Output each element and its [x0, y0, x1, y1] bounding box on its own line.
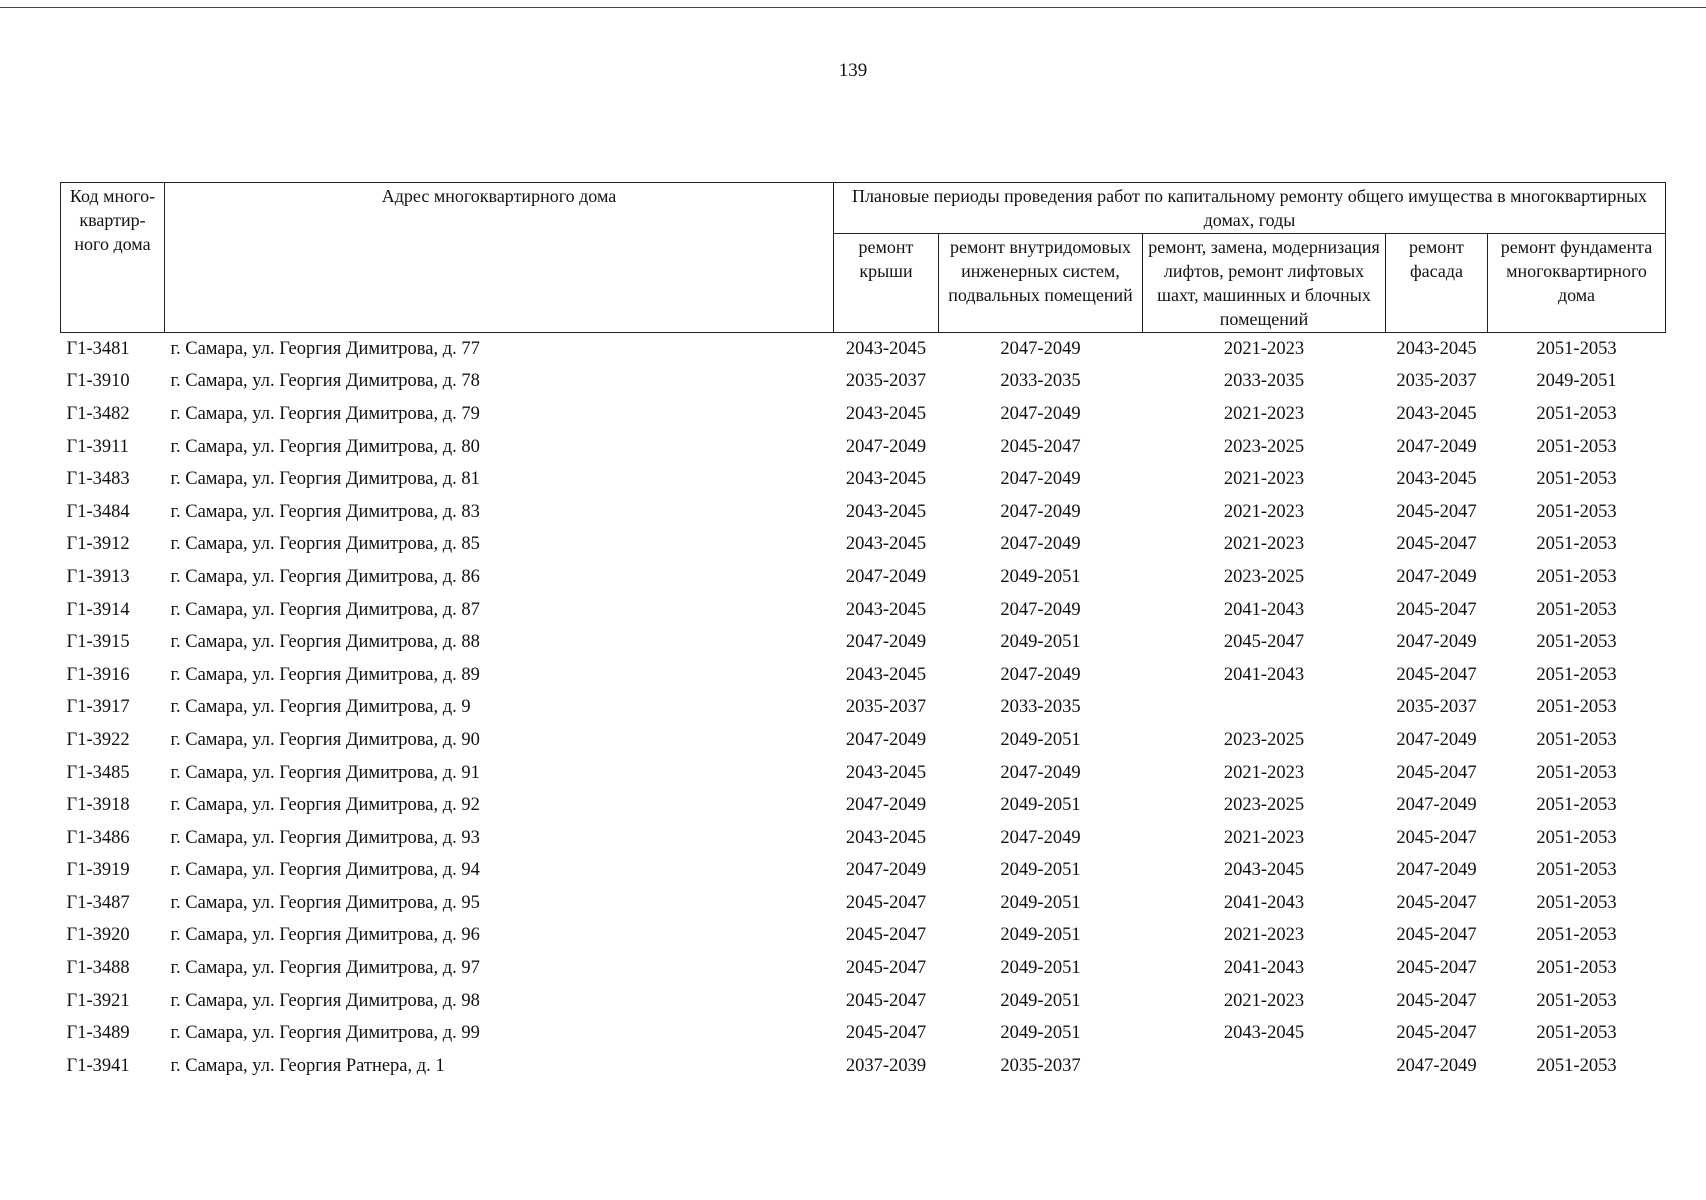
cell-engineering: 2049-2051: [1000, 566, 1081, 587]
cell-address: г. Самара, ул. Георгия Димитрова, д. 77: [170, 338, 480, 359]
table-body: [61, 333, 1666, 1083]
cell-address: г. Самара, ул. Георгия Димитрова, д. 96: [170, 925, 480, 946]
cell-roof: 2043-2045: [845, 469, 927, 490]
cell-facade: 2047-2049: [1396, 1055, 1477, 1076]
cell-foundation: 2051-2053: [1536, 599, 1617, 620]
table-row: [61, 789, 1666, 822]
cell-foundation: 2051-2053: [1536, 469, 1617, 490]
cell-foundation: 2051-2053: [1536, 1055, 1617, 1076]
cell-engineering: 2033-2035: [1000, 371, 1081, 392]
cell-address: г. Самара, ул. Георгия Ратнера, д. 1: [170, 1055, 445, 1076]
cell-code: Г1-3912: [66, 534, 130, 555]
table-row: [61, 431, 1666, 464]
cell-code: Г1-3484: [66, 501, 130, 522]
cell-address: г. Самара, ул. Георгия Димитрова, д. 78: [170, 371, 480, 392]
cell-code: Г1-3941: [66, 1055, 130, 1076]
table-row: [61, 463, 1666, 496]
cell-roof: 2043-2045: [845, 338, 927, 359]
table-row: [61, 626, 1666, 659]
cell-facade: 2043-2045: [1396, 338, 1477, 359]
cell-address: г. Самара, ул. Георгия Димитрова, д. 97: [170, 958, 480, 979]
cell-roof: 2043-2045: [845, 403, 927, 424]
cell-lifts: 2023-2025: [1223, 436, 1305, 457]
cell-foundation: 2051-2053: [1536, 534, 1617, 555]
cell-foundation: 2051-2053: [1536, 436, 1617, 457]
cell-code: Г1-3483: [66, 469, 130, 490]
cell-facade: 2047-2049: [1396, 860, 1477, 881]
header-engineering: ремонт внутридомовых инженерных систем, подвальных помещений: [939, 234, 1143, 333]
cell-engineering: 2035-2037: [1000, 1055, 1081, 1076]
cell-engineering: 2033-2035: [1000, 697, 1081, 718]
cell-lifts: 2021-2023: [1223, 338, 1305, 359]
cell-engineering: 2047-2049: [1000, 599, 1081, 620]
cell-roof: 2047-2049: [845, 632, 927, 653]
header-lifts: ремонт, замена, модернизация лифтов, ремонт лифтовых шахт, машинных и блочных помещений: [1143, 234, 1386, 333]
cell-lifts: 2021-2023: [1223, 403, 1305, 424]
header-roof: ремонт крыши: [834, 234, 939, 333]
cell-lifts: 2033-2035: [1223, 371, 1305, 392]
table-row: [61, 822, 1666, 855]
cell-lifts: 2021-2023: [1223, 469, 1305, 490]
cell-foundation: 2051-2053: [1536, 501, 1617, 522]
cell-foundation: 2051-2053: [1536, 566, 1617, 587]
cell-address: г. Самара, ул. Георгия Димитрова, д. 91: [170, 762, 480, 783]
cell-code: Г1-3489: [66, 1023, 130, 1044]
cell-engineering: 2047-2049: [1000, 338, 1081, 359]
cell-address: г. Самара, ул. Георгия Димитрова, д. 94: [170, 860, 480, 881]
cell-roof: 2035-2037: [845, 371, 927, 392]
cell-engineering: 2047-2049: [1000, 827, 1081, 848]
cell-code: Г1-3922: [66, 729, 130, 750]
header-address: Адрес многоквартирного дома: [165, 183, 834, 333]
cell-code: Г1-3921: [66, 990, 130, 1011]
cell-facade: 2047-2049: [1396, 436, 1477, 457]
table-row: [61, 529, 1666, 562]
cell-facade: 2047-2049: [1396, 729, 1477, 750]
table-row: [61, 561, 1666, 594]
cell-roof: 2037-2039: [845, 1055, 927, 1076]
cell-foundation: 2051-2053: [1536, 632, 1617, 653]
cell-foundation: 2051-2053: [1536, 958, 1617, 979]
cell-code: Г1-3481: [66, 338, 130, 359]
cell-address: г. Самара, ул. Георгия Димитрова, д. 88: [170, 632, 480, 653]
table-row: [61, 887, 1666, 920]
table-row: [61, 1050, 1666, 1083]
cell-facade: 2047-2049: [1396, 795, 1477, 816]
cell-engineering: 2049-2051: [1000, 958, 1081, 979]
cell-code: Г1-3486: [66, 827, 130, 848]
cell-engineering: 2049-2051: [1000, 795, 1081, 816]
cell-address: г. Самара, ул. Георгия Димитрова, д. 79: [170, 403, 480, 424]
cell-facade: 2045-2047: [1396, 762, 1477, 783]
cell-lifts: 2041-2043: [1223, 892, 1305, 913]
table-row: [61, 692, 1666, 725]
cell-lifts: 2021-2023: [1223, 501, 1305, 522]
cell-foundation: 2051-2053: [1536, 729, 1617, 750]
cell-roof: 2045-2047: [845, 990, 927, 1011]
header-foundation: ремонт фундамента многоквартирного дома: [1488, 234, 1666, 333]
cell-code: Г1-3910: [66, 371, 130, 392]
cell-lifts: [1143, 1050, 1386, 1083]
cell-lifts: 2023-2025: [1223, 795, 1305, 816]
cell-facade: 2045-2047: [1396, 990, 1477, 1011]
cell-roof: 2043-2045: [845, 501, 927, 522]
cell-address: г. Самара, ул. Георгия Димитрова, д. 85: [170, 534, 480, 555]
cell-facade: 2047-2049: [1396, 632, 1477, 653]
cell-facade: 2045-2047: [1396, 664, 1477, 685]
cell-facade: 2035-2037: [1396, 371, 1477, 392]
cell-engineering: 2047-2049: [1000, 403, 1081, 424]
table-header: [61, 183, 1666, 333]
cell-roof: 2047-2049: [845, 795, 927, 816]
table-row: [61, 920, 1666, 953]
table-row: [61, 985, 1666, 1018]
cell-lifts: [1143, 692, 1386, 725]
cell-lifts: 2043-2045: [1223, 1023, 1305, 1044]
cell-engineering: 2045-2047: [1000, 436, 1081, 457]
cell-code: Г1-3920: [66, 925, 130, 946]
cell-foundation: 2051-2053: [1536, 1023, 1617, 1044]
table-row: [61, 333, 1666, 366]
table-row: [61, 366, 1666, 399]
cell-lifts: 2041-2043: [1223, 664, 1305, 685]
cell-address: г. Самара, ул. Георгия Димитрова, д. 92: [170, 795, 480, 816]
cell-roof: 2043-2045: [845, 827, 927, 848]
cell-address: г. Самара, ул. Георгия Димитрова, д. 86: [170, 566, 480, 587]
cell-roof: 2047-2049: [845, 436, 927, 457]
cell-roof: 2043-2045: [845, 534, 927, 555]
cell-address: г. Самара, ул. Георгия Димитрова, д. 90: [170, 729, 480, 750]
cell-facade: 2043-2045: [1396, 469, 1477, 490]
cell-lifts: 2021-2023: [1223, 925, 1305, 946]
cell-roof: 2035-2037: [845, 697, 927, 718]
cell-address: г. Самара, ул. Георгия Димитрова, д. 81: [170, 469, 480, 490]
header-code: Код много-квартир-ного дома: [61, 183, 165, 333]
header-periods: Плановые периоды проведения работ по капитальному ремонту общего имущества в многоквартирных домах, годы: [834, 183, 1666, 234]
table-row: [61, 594, 1666, 627]
cell-foundation: 2051-2053: [1536, 664, 1617, 685]
cell-address: г. Самара, ул. Георгия Димитрова, д. 99: [170, 1023, 480, 1044]
cell-lifts: 2023-2025: [1223, 566, 1305, 587]
cell-engineering: 2049-2051: [1000, 925, 1081, 946]
header-facade: ремонт фасада: [1386, 234, 1488, 333]
cell-roof: 2045-2047: [845, 958, 927, 979]
cell-roof: 2047-2049: [845, 729, 927, 750]
cell-code: Г1-3919: [66, 860, 130, 881]
page-number: 139: [838, 60, 868, 81]
cell-roof: 2043-2045: [845, 664, 927, 685]
cell-engineering: 2049-2051: [1000, 990, 1081, 1011]
cell-address: г. Самара, ул. Георгия Димитрова, д. 87: [170, 599, 480, 620]
cell-lifts: 2021-2023: [1223, 827, 1305, 848]
cell-facade: 2035-2037: [1396, 697, 1477, 718]
cell-lifts: 2021-2023: [1223, 762, 1305, 783]
cell-code: Г1-3913: [66, 566, 130, 587]
cell-roof: 2047-2049: [845, 566, 927, 587]
cell-lifts: 2043-2045: [1223, 860, 1305, 881]
table-row: [61, 398, 1666, 431]
cell-roof: 2047-2049: [845, 860, 927, 881]
cell-lifts: 2021-2023: [1223, 534, 1305, 555]
cell-code: Г1-3487: [66, 892, 130, 913]
cell-code: Г1-3915: [66, 632, 130, 653]
cell-facade: 2045-2047: [1396, 958, 1477, 979]
cell-code: Г1-3918: [66, 795, 130, 816]
cell-engineering: 2049-2051: [1000, 729, 1081, 750]
cell-engineering: 2049-2051: [1000, 1023, 1081, 1044]
cell-lifts: 2021-2023: [1223, 990, 1305, 1011]
cell-foundation: 2051-2053: [1536, 403, 1617, 424]
cell-facade: 2045-2047: [1396, 1023, 1477, 1044]
cell-roof: 2043-2045: [845, 599, 927, 620]
cell-facade: 2045-2047: [1396, 501, 1477, 522]
cell-facade: 2045-2047: [1396, 925, 1477, 946]
cell-address: г. Самара, ул. Георгия Димитрова, д. 80: [170, 436, 480, 457]
cell-lifts: 2023-2025: [1223, 729, 1305, 750]
cell-address: г. Самара, ул. Георгия Димитрова, д. 95: [170, 892, 480, 913]
cell-foundation: 2051-2053: [1536, 892, 1617, 913]
cell-address: г. Самара, ул. Георгия Димитрова, д. 83: [170, 501, 480, 522]
top-rule: [0, 7, 1706, 8]
cell-roof: 2045-2047: [845, 1023, 927, 1044]
cell-facade: 2043-2045: [1396, 403, 1477, 424]
cell-address: г. Самара, ул. Георгия Димитрова, д. 98: [170, 990, 480, 1011]
cell-facade: 2045-2047: [1396, 827, 1477, 848]
cell-engineering: 2047-2049: [1000, 534, 1081, 555]
table-row: [61, 659, 1666, 692]
cell-engineering: 2047-2049: [1000, 664, 1081, 685]
cell-lifts: 2045-2047: [1223, 632, 1305, 653]
cell-code: Г1-3482: [66, 403, 130, 424]
cell-foundation: 2051-2053: [1536, 925, 1617, 946]
cell-address: г. Самара, ул. Георгия Димитрова, д. 89: [170, 664, 480, 685]
cell-engineering: 2049-2051: [1000, 892, 1081, 913]
cell-facade: 2045-2047: [1396, 599, 1477, 620]
table-row: [61, 1017, 1666, 1050]
cell-code: Г1-3488: [66, 958, 130, 979]
cell-foundation: 2051-2053: [1536, 795, 1617, 816]
cell-engineering: 2049-2051: [1000, 860, 1081, 881]
cell-address: г. Самара, ул. Георгия Димитрова, д. 93: [170, 827, 480, 848]
cell-roof: 2045-2047: [845, 925, 927, 946]
cell-engineering: 2047-2049: [1000, 762, 1081, 783]
cell-facade: 2047-2049: [1396, 566, 1477, 587]
cell-facade: 2045-2047: [1396, 534, 1477, 555]
cell-roof: 2043-2045: [845, 762, 927, 783]
cell-engineering: 2049-2051: [1000, 632, 1081, 653]
table-row: [61, 496, 1666, 529]
cell-foundation: 2051-2053: [1536, 697, 1617, 718]
cell-code: Г1-3916: [66, 664, 130, 685]
table-row: [61, 757, 1666, 790]
cell-engineering: 2047-2049: [1000, 501, 1081, 522]
cell-engineering: 2047-2049: [1000, 469, 1081, 490]
cell-code: Г1-3917: [66, 697, 130, 718]
cell-foundation: 2049-2051: [1536, 371, 1617, 392]
cell-foundation: 2051-2053: [1536, 827, 1617, 848]
cell-code: Г1-3485: [66, 762, 130, 783]
cell-code: Г1-3914: [66, 599, 130, 620]
repair-schedule-table: [60, 182, 1666, 1083]
table-row: [61, 855, 1666, 888]
cell-foundation: 2051-2053: [1536, 990, 1617, 1011]
cell-lifts: 2041-2043: [1223, 958, 1305, 979]
cell-foundation: 2051-2053: [1536, 860, 1617, 881]
table-row: [61, 952, 1666, 985]
table-row: [61, 724, 1666, 757]
cell-foundation: 2051-2053: [1536, 338, 1617, 359]
cell-lifts: 2041-2043: [1223, 599, 1305, 620]
cell-facade: 2045-2047: [1396, 892, 1477, 913]
cell-code: Г1-3911: [66, 436, 129, 457]
cell-address: г. Самара, ул. Георгия Димитрова, д. 9: [170, 697, 471, 718]
cell-roof: 2045-2047: [845, 892, 927, 913]
cell-foundation: 2051-2053: [1536, 762, 1617, 783]
